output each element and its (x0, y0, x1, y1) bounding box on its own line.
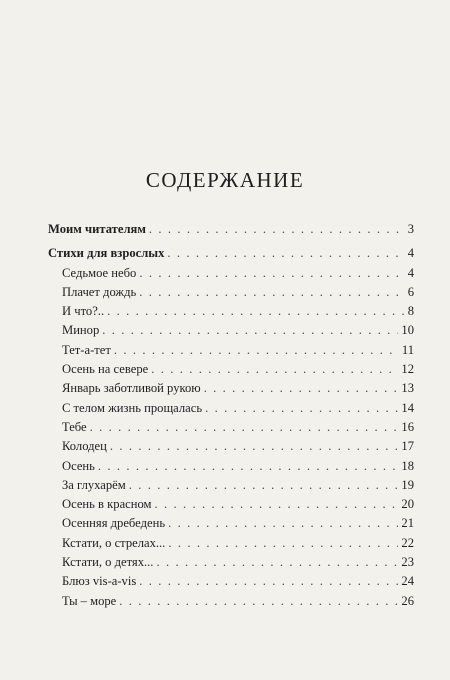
toc-entry-label: Минор (62, 323, 100, 338)
toc-entry-label: И что?.. (62, 304, 105, 319)
dot-leader (205, 401, 398, 416)
toc-entry-label: Осень на севере (62, 362, 149, 377)
toc-entry (48, 478, 414, 497)
toc-entry (48, 497, 414, 516)
toc-entry-label: За глухарём (62, 477, 126, 492)
toc-entry (48, 574, 414, 593)
page-title: СОДЕРЖАНИЕ (145, 168, 305, 192)
toc-entry-page-number: 11 (401, 342, 414, 357)
dot-leader (139, 285, 404, 300)
toc-entry-label: Блюз vis-a-vis (62, 574, 137, 589)
toc-entry-label: Моим читателям (48, 222, 146, 236)
toc-entry (48, 401, 414, 420)
dot-leader (149, 222, 405, 237)
dot-leader (107, 304, 405, 319)
toc-entry (48, 420, 414, 439)
toc-entry-page-number: 16 (401, 419, 414, 434)
toc-entry-label: Январь заботливой рукою (62, 381, 201, 396)
toc-entry (48, 516, 414, 535)
table-of-contents (48, 222, 414, 613)
toc-entry-label: Ты – море (62, 593, 117, 608)
toc-entry-label: Плачет дождь (62, 284, 137, 299)
toc-entry-page-number: 14 (401, 400, 414, 415)
toc-entry-page-number: 20 (401, 497, 414, 512)
toc-entry-label: Тебе (62, 419, 87, 434)
toc-entry (48, 555, 414, 574)
toc-entry-label: Седьмое небо (62, 265, 137, 280)
toc-entry (48, 246, 414, 265)
dot-leader (119, 594, 398, 609)
toc-entry (48, 323, 414, 342)
toc-entry-label: Осень (62, 458, 95, 473)
dot-leader (156, 555, 398, 570)
toc-entry (48, 304, 414, 323)
toc-entry-label: Колодец (62, 439, 107, 454)
toc-entry-page-number: 4 (407, 246, 414, 261)
toc-entry-label: Осень в красном (62, 497, 152, 512)
dot-leader (139, 266, 404, 281)
dot-leader (98, 459, 398, 474)
toc-entry-label: Осенняя дребедень (62, 516, 166, 531)
toc-entry-page-number: 3 (407, 222, 414, 236)
toc-entry (48, 266, 414, 285)
toc-entry-page-number: 12 (401, 362, 414, 377)
toc-entry (48, 362, 414, 381)
toc-entry (48, 536, 414, 555)
dot-leader (129, 478, 399, 493)
toc-entry-label: Кстати, о стрелах... (62, 535, 166, 550)
dot-leader (102, 323, 398, 338)
toc-entry (48, 343, 414, 362)
toc-entry-label: С телом жизнь прощалась (62, 400, 203, 415)
toc-entry-page-number: 4 (407, 265, 414, 280)
toc-entry-page-number: 24 (401, 574, 414, 589)
toc-entry (48, 459, 414, 478)
toc-entry-page-number: 18 (401, 458, 414, 473)
toc-entry (48, 594, 414, 613)
toc-entry-page-number: 10 (401, 323, 414, 338)
dot-leader (168, 516, 398, 531)
toc-entry-page-number: 22 (401, 535, 414, 550)
toc-entry-page-number: 6 (407, 284, 414, 299)
toc-entry (48, 285, 414, 304)
dot-leader (155, 497, 399, 512)
toc-entry-page-number: 17 (401, 439, 414, 454)
dot-leader (204, 381, 399, 396)
dot-leader (114, 343, 399, 358)
toc-entry-page-number: 21 (401, 516, 414, 531)
dot-leader (90, 420, 399, 435)
toc-entry-page-number: 8 (407, 304, 414, 319)
dot-leader (139, 574, 398, 589)
toc-entry-label: Стихи для взрослых (48, 246, 165, 261)
toc-entry-label: Тет-а-тет (62, 342, 111, 357)
toc-entry-page-number: 13 (401, 381, 414, 396)
dot-leader (151, 362, 398, 377)
toc-entry (48, 222, 414, 241)
toc-entry-label: Кстати, о детях... (62, 555, 154, 570)
toc-entry (48, 439, 414, 458)
dot-leader (110, 439, 399, 454)
toc-entry-page-number: 26 (401, 593, 414, 608)
dot-leader (167, 246, 404, 261)
dot-leader (168, 536, 398, 551)
toc-entry (48, 381, 414, 400)
toc-entry-page-number: 19 (401, 477, 414, 492)
toc-entry-page-number: 23 (401, 555, 414, 570)
